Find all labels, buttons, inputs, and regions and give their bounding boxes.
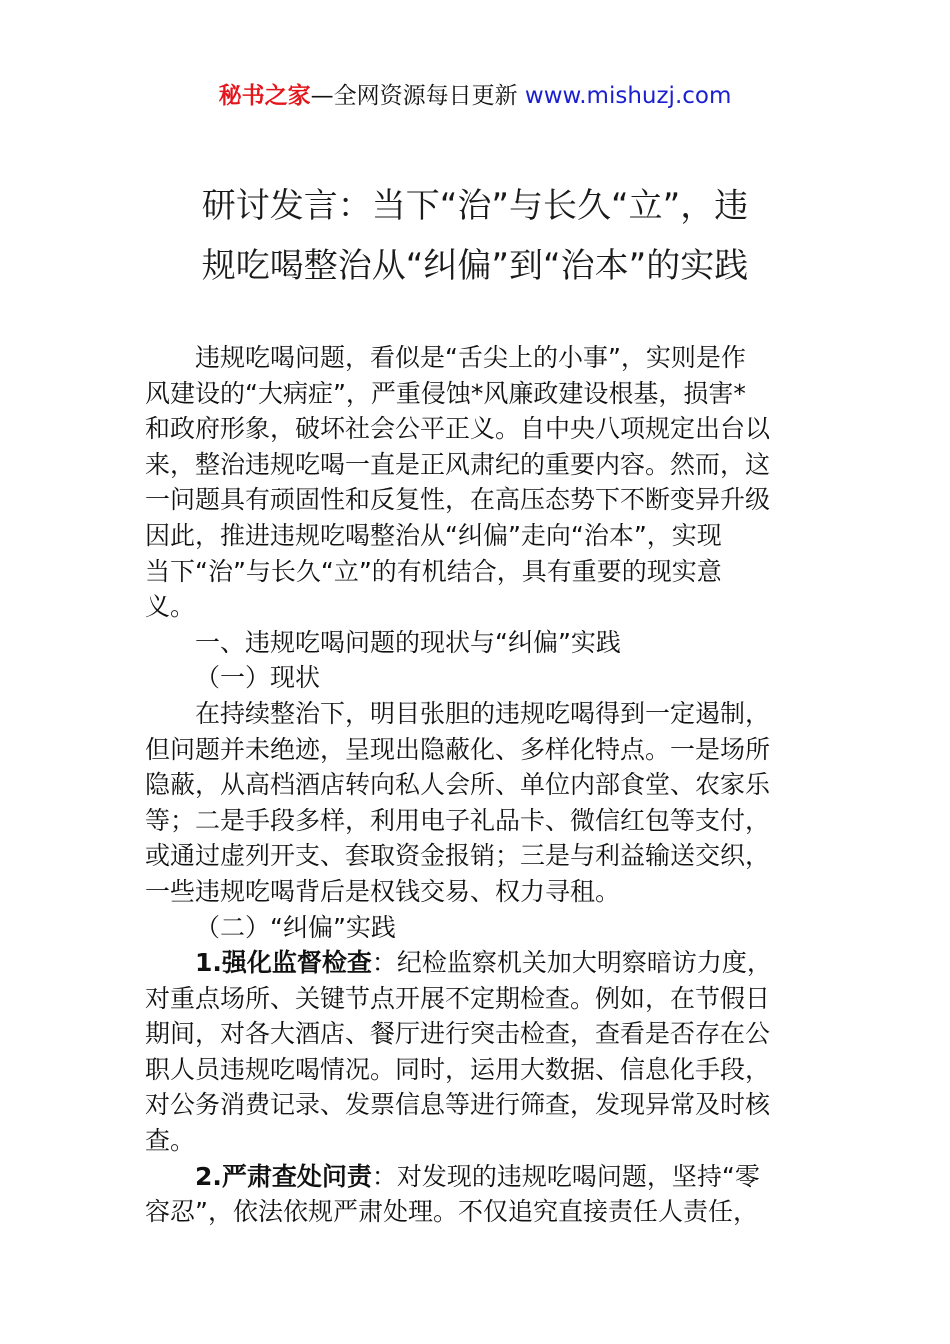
paragraph-line: 来，整治违规吃喝一直是正风肃纪的重要内容。然而，这 [145, 449, 771, 479]
site-header [0, 78, 950, 114]
paragraph-line: 在持续整治下，明目张胆的违规吃喝得到一定遏制， [195, 698, 771, 728]
title-line: 规吃喝整治从“纠偏”到“治本”的实践 [201, 246, 749, 286]
paragraph-line: 和政府形象，破坏社会公平正义。自中央八项规定出台以 [145, 414, 771, 444]
brand-name: 秘书之家 [218, 83, 311, 109]
paragraph-line: 或通过虚列开支、套取资金报销；三是与利益输送交织， [145, 841, 771, 871]
paragraph-line: 等；二是手段多样，利用电子礼品卡、微信红包等支付， [145, 805, 771, 835]
item-text: ：纪检监察机关加大明察暗访力度， [371, 948, 772, 978]
header-tagline: —全网资源每日更新 [310, 83, 525, 109]
paragraph-line: 职人员违规吃喝情况。同时，运用大数据、信息化手段， [145, 1054, 771, 1084]
paragraph-line: 一些违规吃喝背后是权钱交易、权力寻租。 [145, 876, 621, 906]
paragraph-line: 因此，推进违规吃喝整治从“纠偏”走向“治本”，实现 [145, 520, 722, 550]
paragraph-line: 隐蔽，从高档酒店转向私人会所、单位内部食堂、农家乐 [145, 770, 771, 800]
paragraph-line: 但问题并未绝迹，呈现出隐蔽化、多样化特点。一是场所 [145, 734, 771, 764]
subsection-heading: （二）“纠偏”实践 [195, 912, 396, 942]
title-line: 研讨发言：当下“治”与长久“立”，违 [201, 186, 749, 226]
item-label: 1.强化监督检查 [195, 948, 372, 978]
paragraph-line: 一问题具有顽固性和反复性，在高压态势下不断变异升级 [145, 485, 771, 515]
paragraph-line: 查。 [145, 1126, 196, 1156]
paragraph-line: 对重点场所、关键节点开展不定期检查。例如，在节假日 [145, 983, 771, 1013]
item-label: 2.严肃查处问责 [195, 1161, 372, 1191]
item-text: ：对发现的违规吃喝问题，坚持“零 [371, 1161, 760, 1191]
paragraph-line: 风建设的“大病症”，严重侵蚀*风廉政建设根基，损害* [145, 378, 746, 408]
document-title [140, 176, 810, 296]
list-item-line [145, 945, 810, 981]
subsection-heading: （一）现状 [195, 663, 321, 693]
paragraph-line: 对公务消费记录、发票信息等进行筛查，发现异常及时核 [145, 1090, 771, 1120]
section-heading: 一、违规吃喝问题的现状与“纠偏”实践 [195, 627, 621, 657]
paragraph-line: 容忍”，依法依规严肃处理。不仅追究直接责任人责任， [145, 1197, 758, 1227]
paragraph-line: 当下“治”与长久“立”的有机结合，具有重要的现实意 [145, 556, 722, 586]
site-url[interactable]: www.mishuzj.com [524, 83, 732, 109]
list-item-line [145, 1159, 810, 1195]
paragraph-line: 义。 [145, 592, 196, 622]
paragraph-line: 期间，对各大酒店、餐厅进行突击检查，查看是否存在公 [145, 1019, 771, 1049]
paragraph-line: 违规吃喝问题，看似是“舌尖上的小事”，实则是作 [195, 343, 746, 372]
document-body [145, 340, 810, 1230]
